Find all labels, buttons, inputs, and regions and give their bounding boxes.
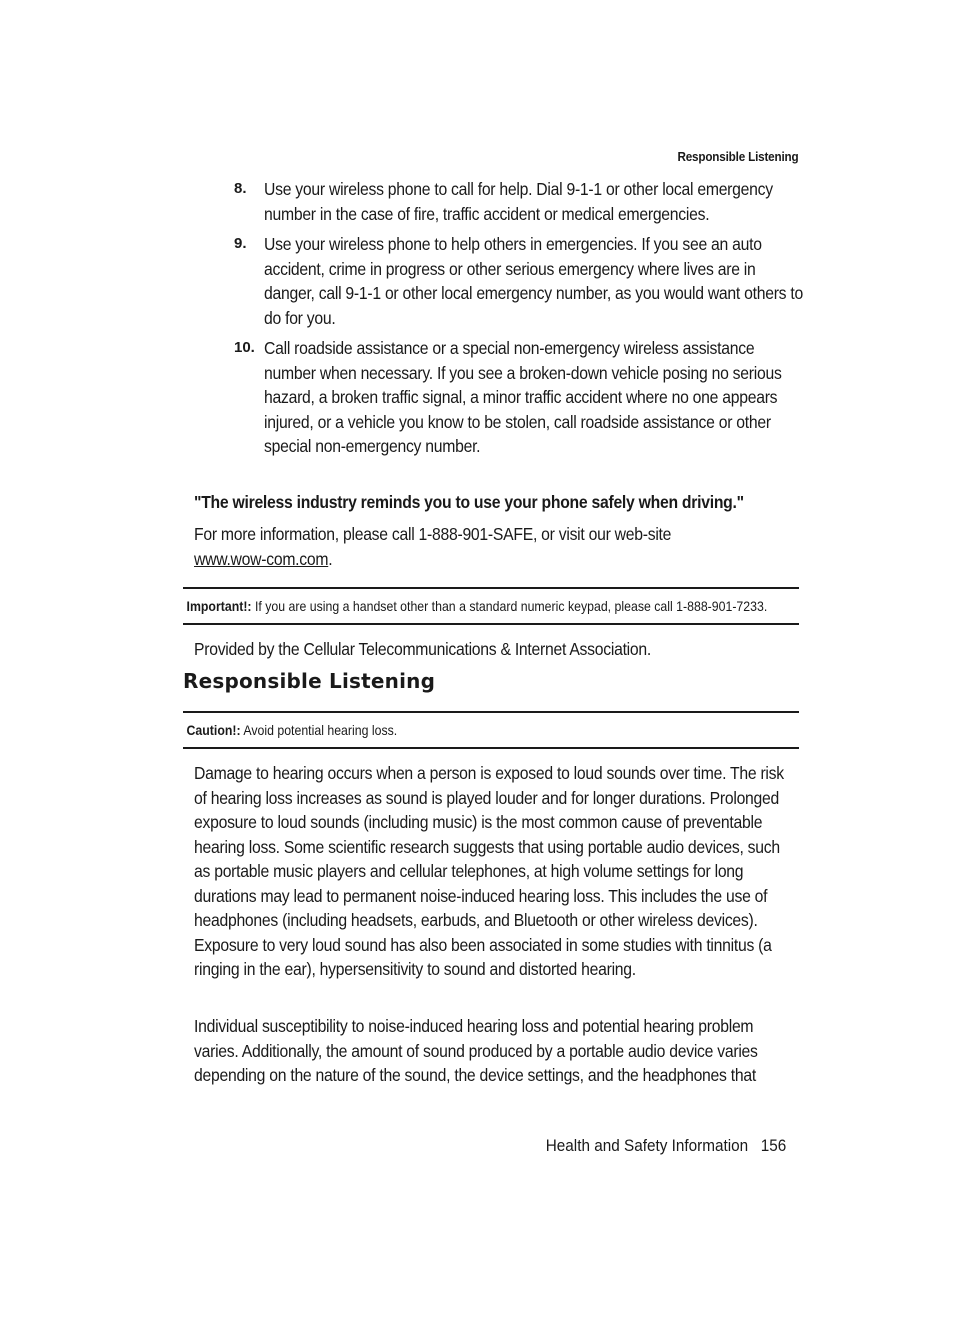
list-item bbox=[234, 177, 804, 226]
susceptibility-paragraph: Individual susceptibility to noise-induced hearing loss and potential hearing problem varies. Additionally, the amount of sound produced by a portable audio device varies depending on the nature of the sound, the device settings, and the headphones that bbox=[194, 1016, 758, 1085]
caution-label: Caution!: bbox=[186, 722, 241, 738]
important-label: Important!: bbox=[186, 598, 252, 614]
list-item-number: 9. bbox=[234, 235, 247, 252]
caution-note bbox=[183, 711, 799, 749]
safety-reminder: "The wireless industry reminds you to use your phone safely when driving." bbox=[194, 492, 744, 512]
caution-note-content bbox=[183, 722, 725, 738]
list-item bbox=[234, 232, 804, 330]
list-item-number: 10. bbox=[234, 339, 255, 356]
list-item-text: Use your wireless phone to help others in emergencies. If you see an auto accident, crime in progress or other serious emergency where lives are in danger, call 9-1-1 or other local emergency number, as you would want others to do for you. bbox=[264, 234, 803, 328]
running-header: Responsible Listening bbox=[676, 149, 798, 164]
important-note-content bbox=[183, 598, 768, 614]
list-item bbox=[234, 336, 804, 459]
provided-by: Provided by the Cellular Telecommunications & Internet Association. bbox=[194, 639, 652, 659]
list-item-text: Use your wireless phone to call for help. Dial 9-1-1 or other local emergency number in the case of fire, traffic accident or medical emergencies. bbox=[264, 179, 773, 224]
footer-section: Health and Safety Information bbox=[545, 1136, 748, 1155]
important-text: If you are using a handset other than a standard numeric keypad, please call 1-888-901-7233. bbox=[251, 598, 768, 614]
section-heading: Responsible Listening bbox=[183, 669, 436, 693]
list-item-number: 8. bbox=[234, 180, 247, 197]
more-info-suffix: . bbox=[328, 548, 333, 569]
page-number: 156 bbox=[760, 1136, 786, 1155]
web-site-link[interactable]: www.wow-com.com bbox=[194, 548, 329, 569]
hearing-damage-paragraph: Damage to hearing occurs when a person is exposed to loud sounds over time. The risk of hearing loss increases as sound is played louder and for longer durations. Prolonged exposure to loud sounds (including music) is the most common cause of preventable hearing loss. Some scientific research suggests that using portable audio devices, such as portable music players and cellular telephones, at high volume settings for long durations may lead to permanent noise-induced hearing loss. This includes the use of headphones (including headsets, earbuds, and Bluetooth or other wireless devices). Exposure to very loud sound has also been associated in some studies with tinnitus (a ringing in the ear), hypersensitivity to sound and distorted hearing. bbox=[194, 763, 784, 979]
more-info-paragraph bbox=[194, 522, 797, 571]
page-footer bbox=[545, 1136, 786, 1156]
caution-text: Avoid potential hearing loss. bbox=[240, 722, 398, 738]
list-item-text: Call roadside assistance or a special non-emergency wireless assistance number when necessary. If you see a broken-down vehicle posing no serious hazard, a broken traffic signal, a minor traffic accident where no one appears injured, or a vehicle you know to be stolen, call roadside assistance or other special non-emergency number. bbox=[264, 338, 782, 456]
numbered-list bbox=[234, 177, 804, 465]
more-info-text: For more information, please call 1-888-901-SAFE, or visit our web-site bbox=[194, 524, 672, 544]
important-note bbox=[183, 587, 799, 625]
